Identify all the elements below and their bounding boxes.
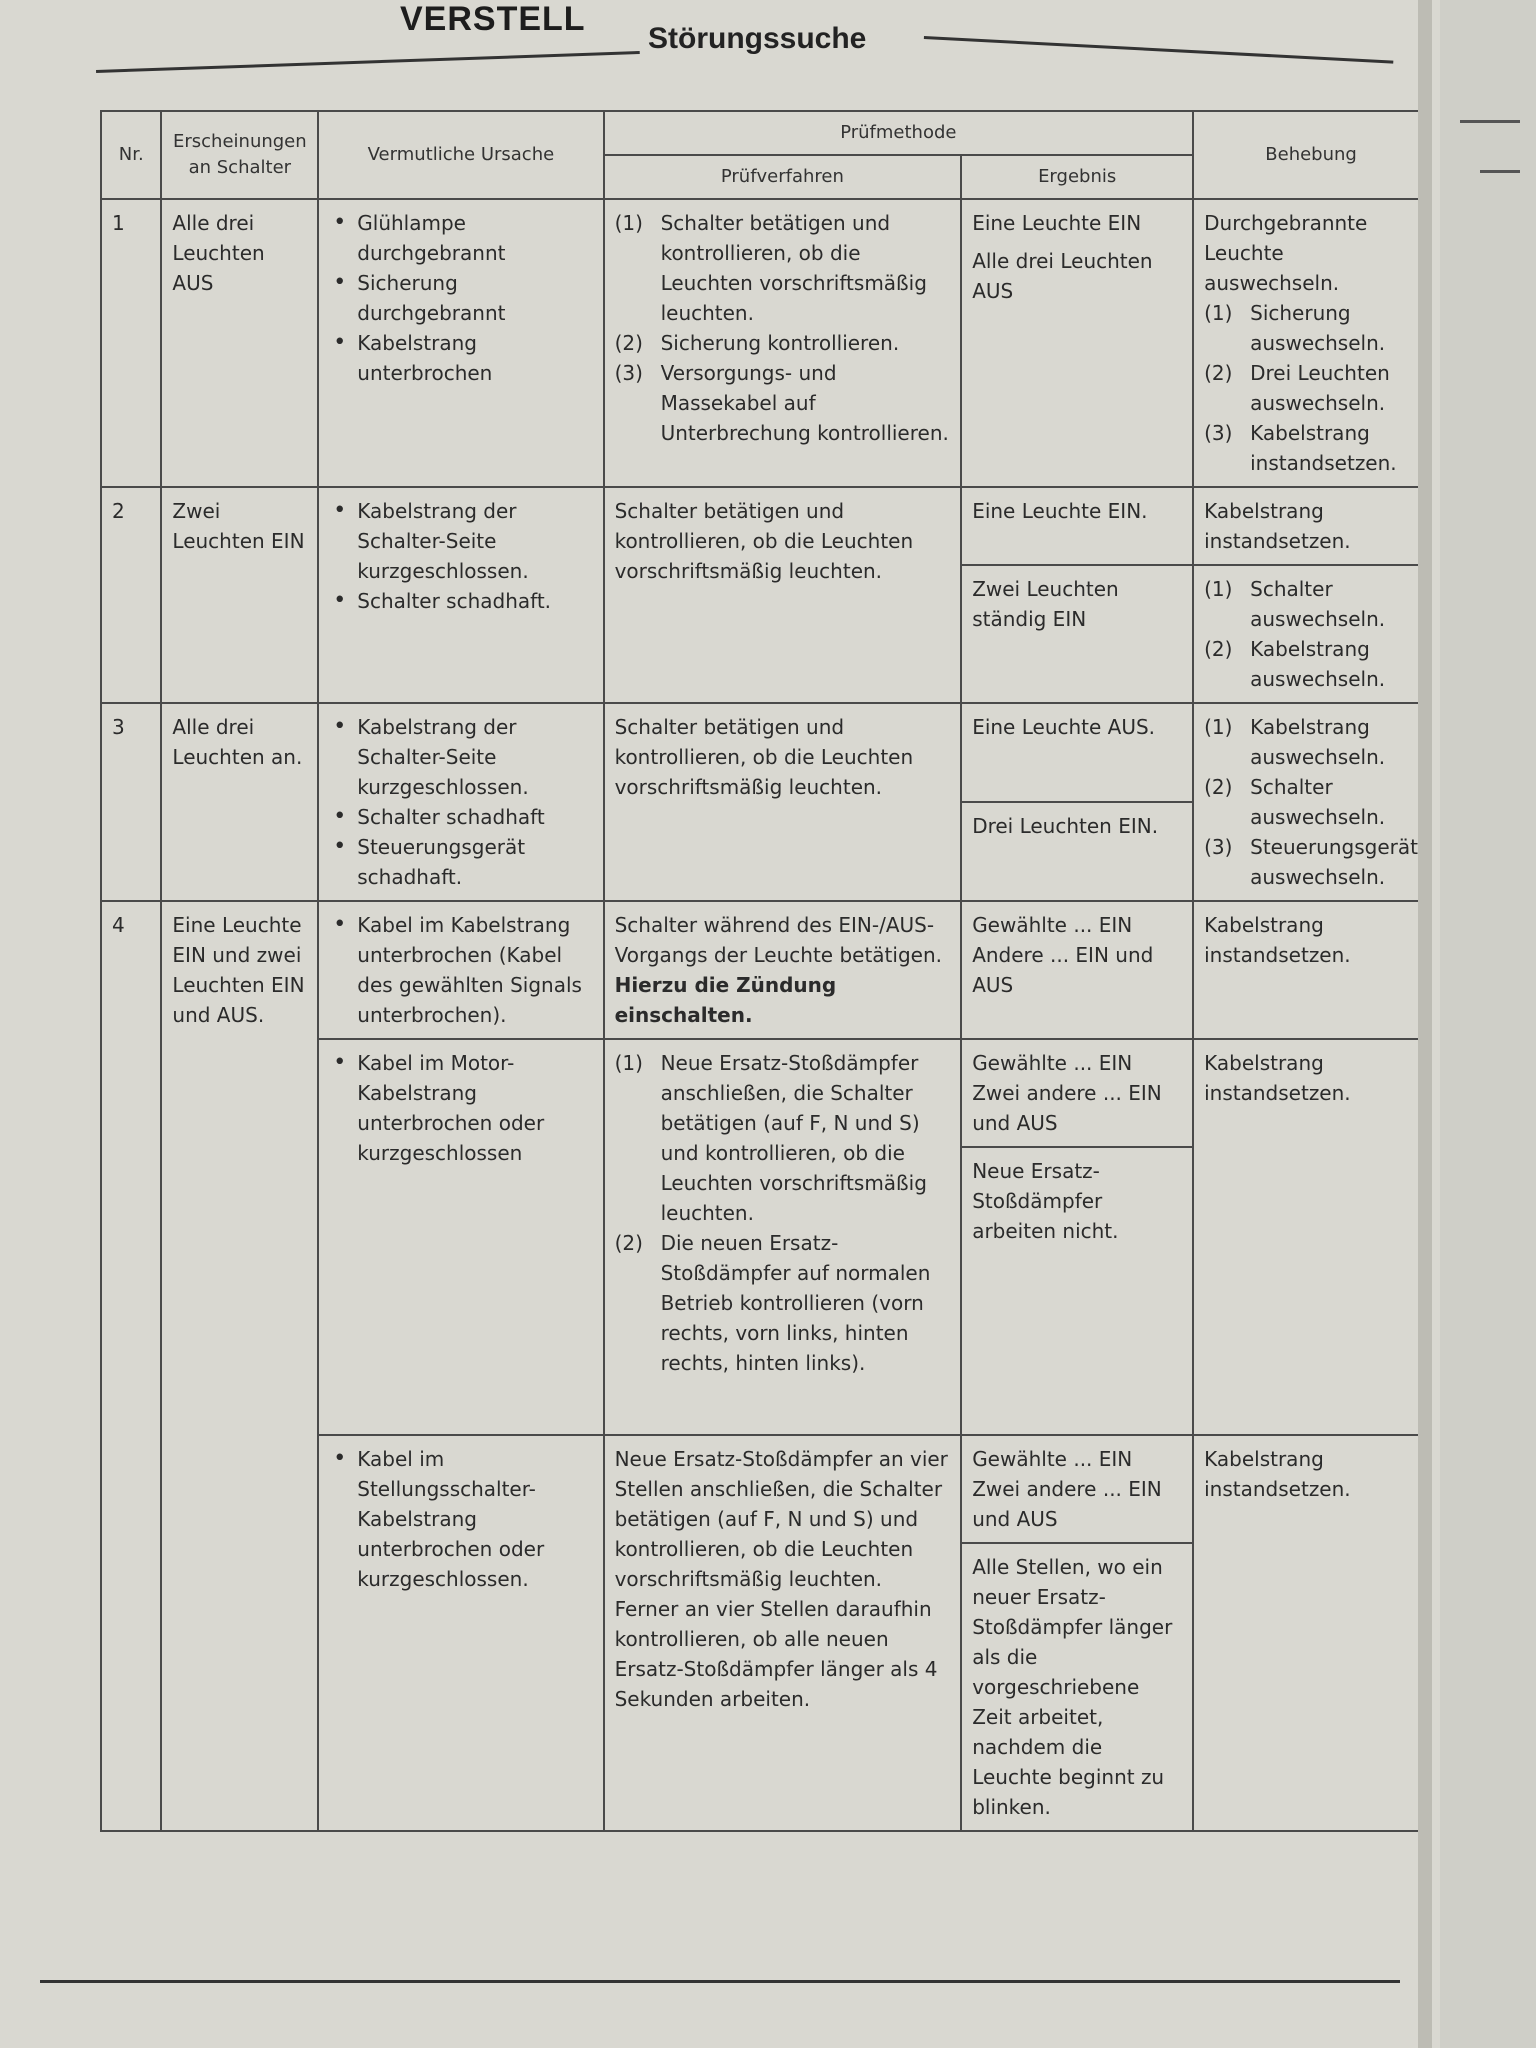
ursache-item: • Kabelstrang der Schalter-Seite kurzgeschlossen.: [329, 496, 592, 586]
col-pruefmethode: Prüfmethode: [604, 111, 1194, 155]
row-behebung: [1193, 565, 1429, 703]
row-verfahren: [604, 199, 962, 487]
title-rule-left: [96, 51, 640, 73]
col-nr: Nr.: [101, 111, 161, 199]
row-verfahren: Neue Ersatz-Stoßdämpfer an vier Stellen anschließen, die Schalter betätigen (auf F, N und S) und kontrollieren, ob die Leuchten vorschriftsmäßig leuchten. Ferner an vier Stellen daraufhin kontrollieren, ob alle neuen Ersatz-Stoßdämpfer länger als 4 Sekunden arbeiten.: [604, 1435, 962, 1831]
ursache-item: • Kabel im Motor-Kabelstrang unterbrochen oder kurzgeschlossen: [329, 1048, 592, 1168]
ursache-item: • Kabel im Kabelstrang unterbrochen (Kabel des gewählten Signals unterbrochen).: [329, 910, 592, 1030]
col-erscheinungen: Erscheinungen an Schalter: [161, 111, 318, 199]
behebung-step: (1) Kabelstrang auswechseln.: [1204, 715, 1386, 769]
running-head: VERSTELL: [400, 0, 586, 38]
table-row: [101, 199, 1429, 487]
verfahren-step: (2) Sicherung kontrollieren.: [614, 331, 900, 355]
section-title: Störungssuche: [648, 22, 867, 55]
next-page-edge: [1440, 0, 1536, 2048]
row-ursache: [318, 487, 603, 703]
row-nr: 4: [101, 901, 161, 1831]
behebung-step: (2) Drei Leuchten auswechseln.: [1204, 361, 1390, 415]
behebung-step: (3) Steuerungsgerät auswechseln.: [1204, 835, 1418, 889]
ursache-item: • Steuerungsgerät schadhaft.: [329, 832, 592, 892]
row-ursache: [318, 199, 603, 487]
title-rule-right: [924, 36, 1394, 64]
ursache-item: • Kabelstrang unterbrochen: [329, 328, 592, 388]
col-pruefverfahren: Prüfverfahren: [604, 155, 962, 199]
row-ursache: [318, 703, 603, 901]
row-ergebnis: Eine Leuchte EIN.: [961, 487, 1193, 565]
row-nr: 2: [101, 487, 161, 703]
row-ursache: [318, 901, 603, 1039]
row-nr: 1: [101, 199, 161, 487]
table-row: [101, 703, 1429, 802]
row-verfahren: Schalter betätigen und kontrollieren, ob die Leuchten vorschriftsmäßig leuchten.: [604, 487, 962, 703]
ergebnis-item: Alle drei Leuchten AUS: [972, 249, 1153, 303]
verfahren-step: (2) Die neuen Ersatz-Stoßdämpfer auf normalen Betrieb kontrollieren (vorn rechts, vorn links, hinten rechts, hinten links).: [614, 1231, 931, 1375]
behebung-step: (1) Sicherung auswechseln.: [1204, 301, 1386, 355]
row-ergebnis: Zwei Leuchten ständig EIN: [961, 565, 1193, 703]
ursache-item: • Glühlampe durchgebrannt: [329, 208, 592, 268]
row-behebung: [1193, 703, 1429, 901]
row-erscheinung: Eine Leuchte EIN und zwei Leuchten EIN und AUS.: [161, 901, 318, 1831]
behebung-step: (3) Kabelstrang instandsetzen.: [1204, 421, 1397, 475]
row-ergebnis: Neue Ersatz-Stoßdämpfer arbeiten nicht.: [961, 1147, 1193, 1435]
row-ergebnis: Alle Stellen, wo ein neuer Ersatz-Stoßdämpfer länger als die vorgeschriebene Zeit arbeitet, nachdem die Leuchte beginnt zu blinken.: [961, 1543, 1193, 1831]
row-erscheinung: Zwei Leuchten EIN: [161, 487, 318, 703]
row-ursache: [318, 1435, 603, 1831]
row-ergebnis: Drei Leuchten EIN.: [961, 802, 1193, 901]
row-behebung: Kabelstrang instandsetzen.: [1193, 901, 1429, 1039]
row-verfahren: [604, 1039, 962, 1435]
ursache-item: • Kabelstrang der Schalter-Seite kurzgeschlossen.: [329, 712, 592, 802]
col-ergebnis: Ergebnis: [961, 155, 1193, 199]
row-behebung: Kabelstrang instandsetzen.: [1193, 1435, 1429, 1831]
verfahren-step: (1) Schalter betätigen und kontrollieren, ob die Leuchten vorschriftsmäßig leuchten.: [614, 211, 927, 325]
behebung-step: (2) Schalter auswechseln.: [1204, 775, 1386, 829]
row-erscheinung: Alle drei Leuchten an.: [161, 703, 318, 901]
col-ursache: Vermutliche Ursache: [318, 111, 603, 199]
page-spine: [1418, 0, 1432, 2048]
row-ursache: [318, 1039, 603, 1435]
behebung-intro: Durchgebrannte Leuchte auswechseln.: [1204, 211, 1368, 295]
row-behebung: Kabelstrang instandsetzen.: [1193, 487, 1429, 565]
verfahren-step: (1) Neue Ersatz-Stoßdämpfer anschließen, die Schalter betätigen (auf F, N und S) und kontrollieren, ob die Leuchten vorschriftsmäßig leuchten.: [614, 1051, 927, 1225]
row-ergebnis: Eine Leuchte AUS.: [961, 703, 1193, 802]
row-verfahren: Schalter betätigen und kontrollieren, ob die Leuchten vorschriftsmäßig leuchten.: [604, 703, 962, 901]
row-nr: 3: [101, 703, 161, 901]
row-erscheinung: Alle drei Leuchten AUS: [161, 199, 318, 487]
ursache-item: • Kabel im Stellungsschalter-Kabelstrang unterbrochen oder kurzgeschlossen.: [329, 1444, 592, 1594]
table-row: [101, 901, 1429, 1039]
col-behebung: Behebung: [1193, 111, 1429, 199]
bottom-rule: [40, 1980, 1400, 1983]
troubleshooting-table: [100, 110, 1430, 1832]
ursache-item: • Schalter schadhaft.: [329, 586, 592, 616]
ursache-item: • Schalter schadhaft: [329, 802, 592, 832]
ursache-item: • Sicherung durchgebrannt: [329, 268, 592, 328]
row-ergebnis: [961, 199, 1193, 487]
row-behebung: [1193, 199, 1429, 487]
behebung-step: (1) Schalter auswechseln.: [1204, 577, 1386, 631]
verfahren-step: (3) Versorgungs- und Massekabel auf Unterbrechung kontrollieren.: [614, 361, 949, 445]
row-ergebnis: Gewählte ... EIN Andere ... EIN und AUS: [961, 901, 1193, 1039]
ergebnis-item: Eine Leuchte EIN: [972, 211, 1142, 235]
row-verfahren: Schalter während des EIN-/AUS-Vorgangs der Leuchte betätigen. Hierzu die Zündung einschalten.: [604, 901, 962, 1039]
behebung-step: (2) Kabelstrang auswechseln.: [1204, 637, 1386, 691]
row-ergebnis: Gewählte ... EIN Zwei andere ... EIN und AUS: [961, 1039, 1193, 1147]
row-behebung: Kabelstrang instandsetzen.: [1193, 1039, 1429, 1435]
row-ergebnis: Gewählte ... EIN Zwei andere ... EIN und AUS: [961, 1435, 1193, 1543]
table-row: [101, 487, 1429, 565]
